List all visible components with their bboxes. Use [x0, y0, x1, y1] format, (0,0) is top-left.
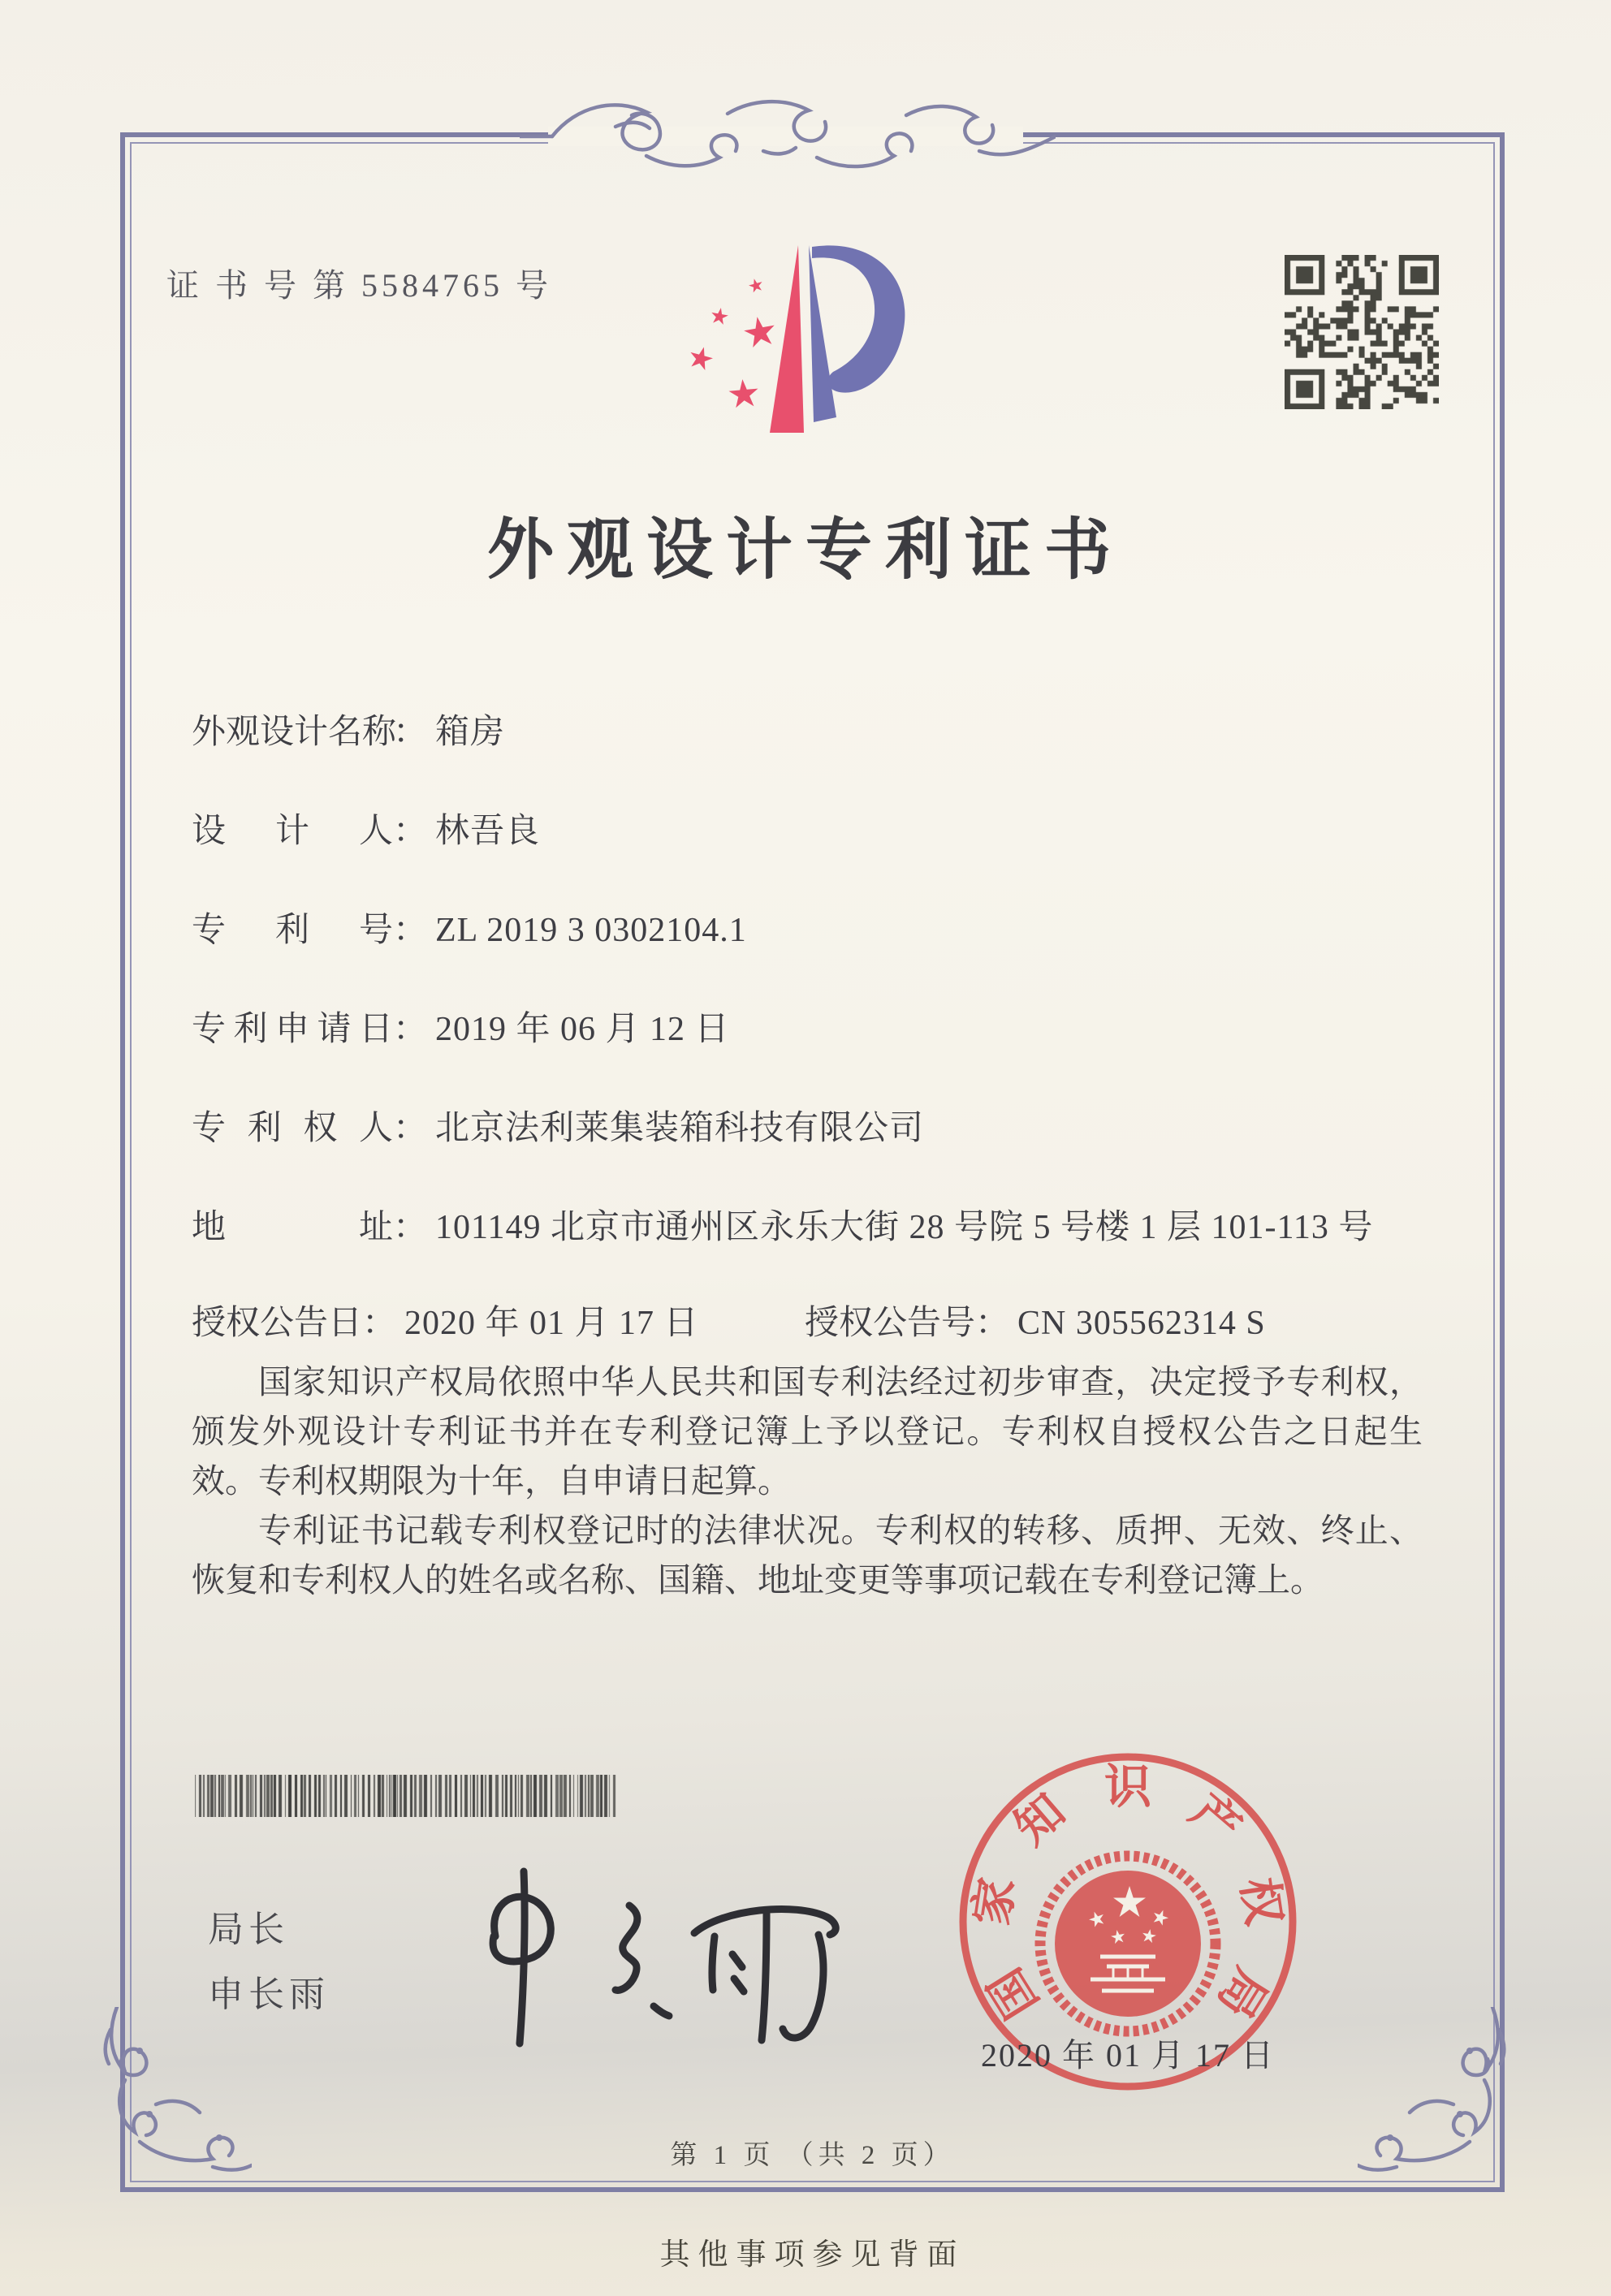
svg-text:产: 产 — [1181, 1784, 1251, 1855]
field-label: 专利权人 — [192, 1110, 393, 1147]
grant-number-pair — [805, 1296, 1266, 1344]
qr-code — [1285, 255, 1439, 409]
director-signature — [447, 1855, 853, 2054]
grant-date-label: 授权公告日 — [192, 1305, 363, 1342]
colon: ： — [393, 1011, 428, 1048]
national-emblem-icon — [1040, 1856, 1216, 2031]
page-number: 第 1 页 （共 2 页） — [670, 2141, 955, 2170]
colon: ： — [393, 912, 428, 949]
field-patent-number — [192, 903, 747, 952]
colon: ： — [393, 813, 428, 850]
svg-text:家: 家 — [965, 1874, 1025, 1929]
field-value: 箱房 — [435, 714, 506, 751]
field-design-name — [192, 705, 505, 753]
colon: ： — [393, 1209, 428, 1246]
field-value: 林吾良 — [435, 813, 541, 850]
field-filing-date — [192, 1002, 730, 1051]
field-value: ZL 2019 3 0302104.1 — [435, 912, 747, 949]
director-name: 申长雨 — [208, 1974, 330, 2014]
grant-no-value: CN 305562314 S — [1017, 1305, 1266, 1342]
field-label: 设计人 — [192, 813, 393, 850]
field-value: 北京法利莱集装箱科技有限公司 — [435, 1110, 925, 1147]
field-label: 专利号 — [192, 912, 393, 949]
field-value: 2019 年 06 月 12 日 — [435, 1011, 730, 1048]
field-label: 外观设计名称 — [192, 714, 397, 751]
certificate-number: 证 书 号 第 5584765 号 — [166, 267, 552, 304]
colon: ： — [975, 1305, 1010, 1342]
field-label: 地址 — [192, 1209, 393, 1246]
legal-paragraph-1: 国家知识产权局依照中华人民共和国专利法经过初步审查，决定授予专利权，颁发外观设计专利证书并在专利登记簿上予以登记。专利权自授权公告之日起生效。专利权期限为十年，自申请日起算。 — [192, 1363, 1423, 1500]
field-value: 101149 北京市通州区永乐大街 28 号院 5 号楼 1 层 101-113 号 — [435, 1209, 1374, 1246]
barcode — [195, 1775, 617, 1821]
svg-text:识: 识 — [1104, 1760, 1152, 1814]
cnipa-logo-icon — [689, 235, 932, 445]
svg-text:国: 国 — [978, 1959, 1049, 2027]
colon: ： — [393, 714, 428, 751]
svg-text:知: 知 — [1004, 1784, 1075, 1855]
svg-text:局: 局 — [1207, 1959, 1277, 2027]
seal-date: 2020 年 01 月 17 日 — [981, 2037, 1275, 2074]
colon: ： — [393, 1110, 428, 1147]
legal-text — [192, 1357, 1423, 1605]
legal-paragraph-2: 专利证书记载专利权登记时的法律状况。专利权的转移、质押、无效、终止、恢复和专利权人的姓名或名称、国籍、地址变更等事项记载在专利登记簿上。 — [192, 1512, 1423, 1599]
grant-no-label: 授权公告号 — [805, 1305, 976, 1342]
director-title: 局长 — [208, 1910, 289, 1949]
field-grant-row — [192, 1296, 1266, 1344]
certificate-title: 外观设计专利证书 — [486, 513, 1124, 587]
field-address — [192, 1200, 1373, 1249]
svg-text:权: 权 — [1231, 1874, 1291, 1929]
back-side-note: 其他事项参见背面 — [659, 2238, 965, 2272]
top-border-ornament — [520, 80, 1056, 189]
field-patentee — [192, 1101, 924, 1150]
field-designer — [192, 804, 540, 852]
field-label: 专利申请日 — [192, 1011, 393, 1048]
grant-date-value: 2020 年 01 月 17 日 — [404, 1305, 699, 1342]
colon: ： — [362, 1305, 397, 1342]
